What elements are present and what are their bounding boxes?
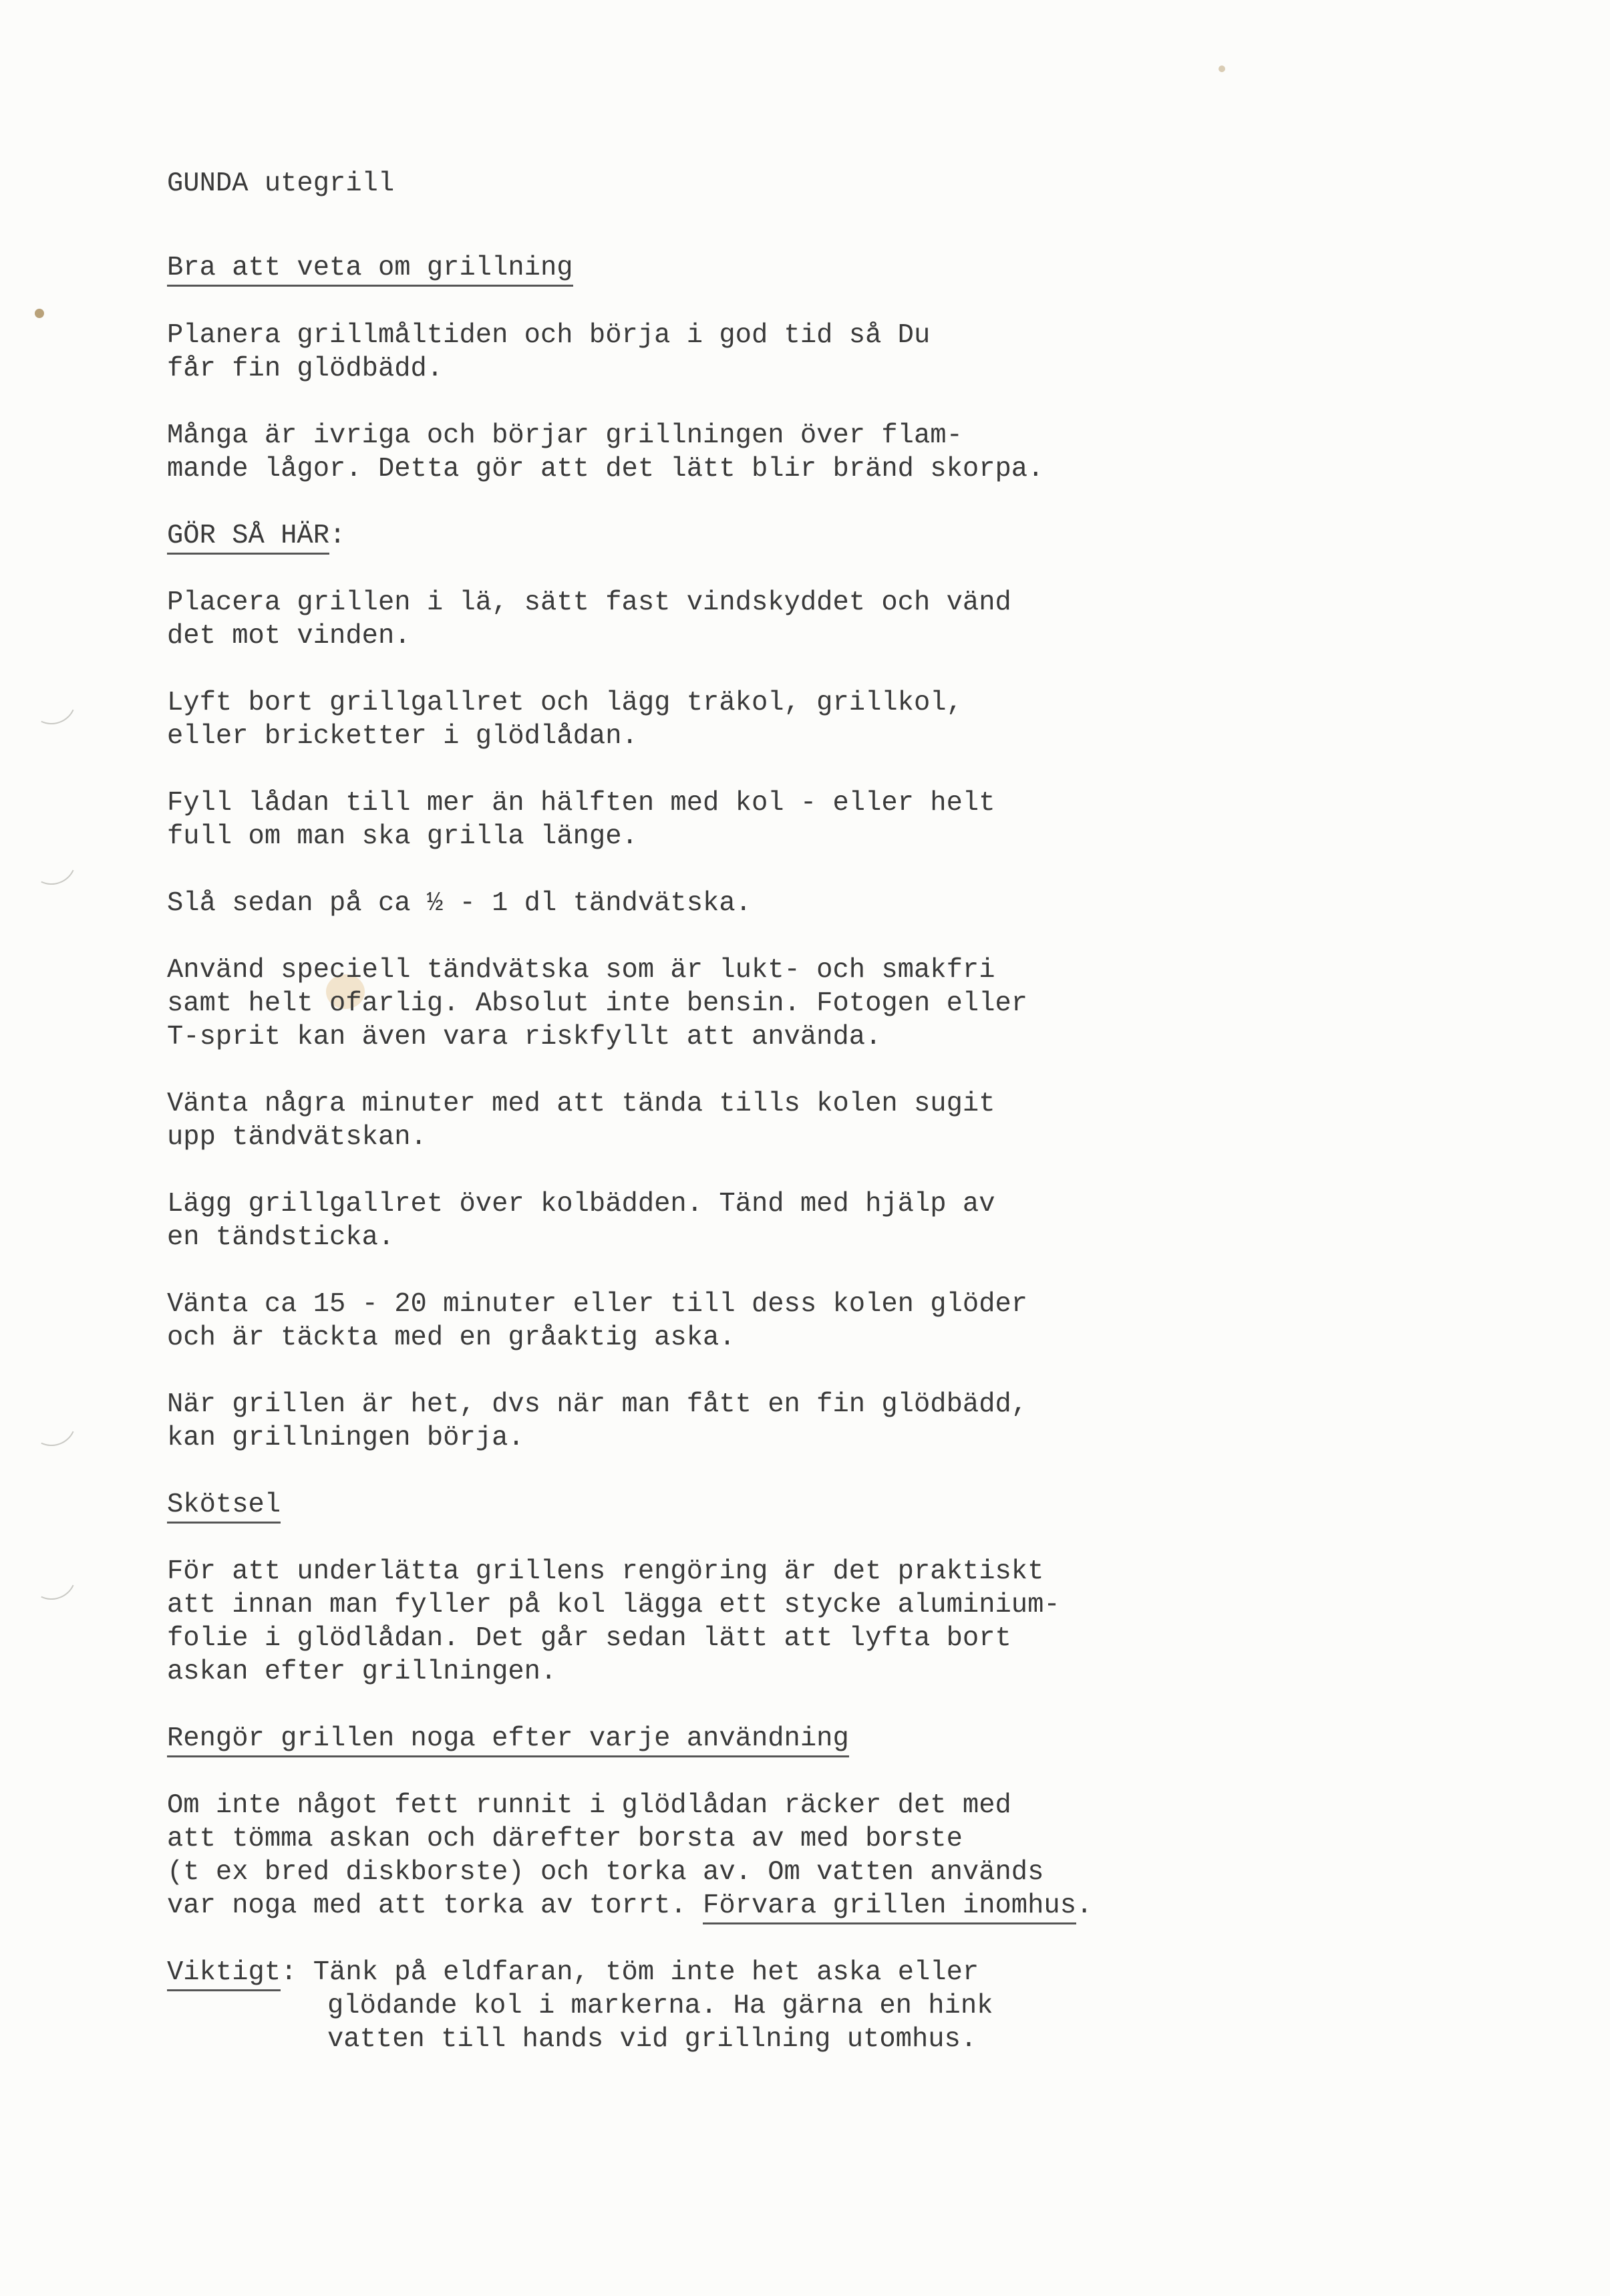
emphasis-forvara: Förvara grillen inomhus	[703, 1890, 1076, 1924]
section-heading-skotsel: Skötsel	[167, 1488, 281, 1522]
paragraph-line: kan grillningen börja.	[167, 1423, 524, 1453]
paragraph-line: en tändsticka.	[167, 1222, 395, 1253]
paragraph-line: Vänta ca 15 - 20 minuter eller till dess kolen glöder	[167, 1289, 1028, 1320]
paragraph-line: Lägg grillgallret över kolbädden. Tänd med hjälp av	[167, 1189, 995, 1219]
paragraph-line: För att underlätta grillens rengöring är det praktiskt	[167, 1556, 1044, 1587]
paragraph-line: Placera grillen i lä, sätt fast vindskyddet och vänd	[167, 587, 1011, 618]
binder-hole	[20, 668, 84, 732]
paragraph-line: Använd speciell tändvätska som är lukt- och smakfri	[167, 955, 995, 986]
important-note-line: vatten till hands vid grillning utomhus.	[327, 2024, 977, 2055]
paragraph-line: Slå sedan på ca ½ - 1 dl tändvätska.	[167, 888, 752, 919]
paragraph-line: upp tändvätskan.	[167, 1122, 427, 1153]
paragraph-line: Om inte något fett runnit i glödlådan räcker det med	[167, 1790, 1011, 1821]
paragraph-line: full om man ska grilla länge.	[167, 821, 638, 852]
paragraph-line: folie i glödlådan. Det går sedan lätt att lyfta bort	[167, 1623, 1011, 1654]
binder-hole	[20, 1544, 84, 1607]
paragraph-line: När grillen är het, dvs när man fått en fin glödbädd,	[167, 1389, 1028, 1420]
important-label: Viktigt	[167, 1957, 281, 1991]
paragraph-line: det mot vinden.	[167, 621, 411, 652]
paragraph-line: får fin glödbädd.	[167, 353, 444, 384]
important-note-line: Viktigt: Tänk på eldfaran, töm inte het aska eller	[167, 1956, 979, 1989]
section-heading-bra-att-veta: Bra att veta om grillning	[167, 251, 573, 285]
paragraph-line: att tömma askan och därefter borsta av med borste	[167, 1824, 963, 1854]
paragraph-line: mande lågor. Detta gör att det lätt blir bränd skorpa.	[167, 454, 1044, 484]
paragraph-line: eller bricketter i glödlådan.	[167, 721, 638, 752]
paragraph-line: Planera grillmåltiden och börja i god tid så Du	[167, 320, 931, 351]
paragraph-line: (t ex bred diskborste) och torka av. Om vatten används	[167, 1857, 1044, 1888]
paragraph-line: Lyft bort grillgallret och lägg träkol, grillkol,	[167, 688, 963, 718]
paragraph-line: samt helt ofarlig. Absolut inte bensin. Fotogen eller	[167, 988, 1028, 1019]
paragraph-line: T-sprit kan även vara riskfyllt att använda.	[167, 1022, 882, 1052]
paragraph-line: var noga med att torka av torrt. Förvara grillen inomhus.	[167, 1889, 1092, 1922]
document-title: GUNDA utegrill	[167, 168, 395, 199]
paragraph-line: att innan man fyller på kol lägga ett stycke aluminium-	[167, 1590, 1060, 1620]
paragraph-line: Fyll lådan till mer än hälften med kol - eller helt	[167, 788, 995, 819]
paragraph-line: askan efter grillningen.	[167, 1657, 557, 1687]
paragraph-line: Många är ivriga och börjar grillningen över flam-	[167, 420, 963, 451]
paragraph-line: och är täckta med en gråaktig aska.	[167, 1322, 736, 1353]
section-heading-gor-sa-har: GÖR SÅ HÄR:	[167, 519, 345, 553]
paper-speck	[35, 309, 44, 318]
section-heading-rengor: Rengör grillen noga efter varje användning	[167, 1722, 849, 1755]
paper-speck	[1219, 65, 1225, 72]
binder-hole	[20, 829, 84, 892]
important-note-line: glödande kol i markerna. Ha gärna en hink	[327, 1991, 993, 2021]
paragraph-line: Vänta några minuter med att tända tills kolen sugit	[167, 1089, 995, 1119]
binder-hole	[20, 1390, 84, 1453]
